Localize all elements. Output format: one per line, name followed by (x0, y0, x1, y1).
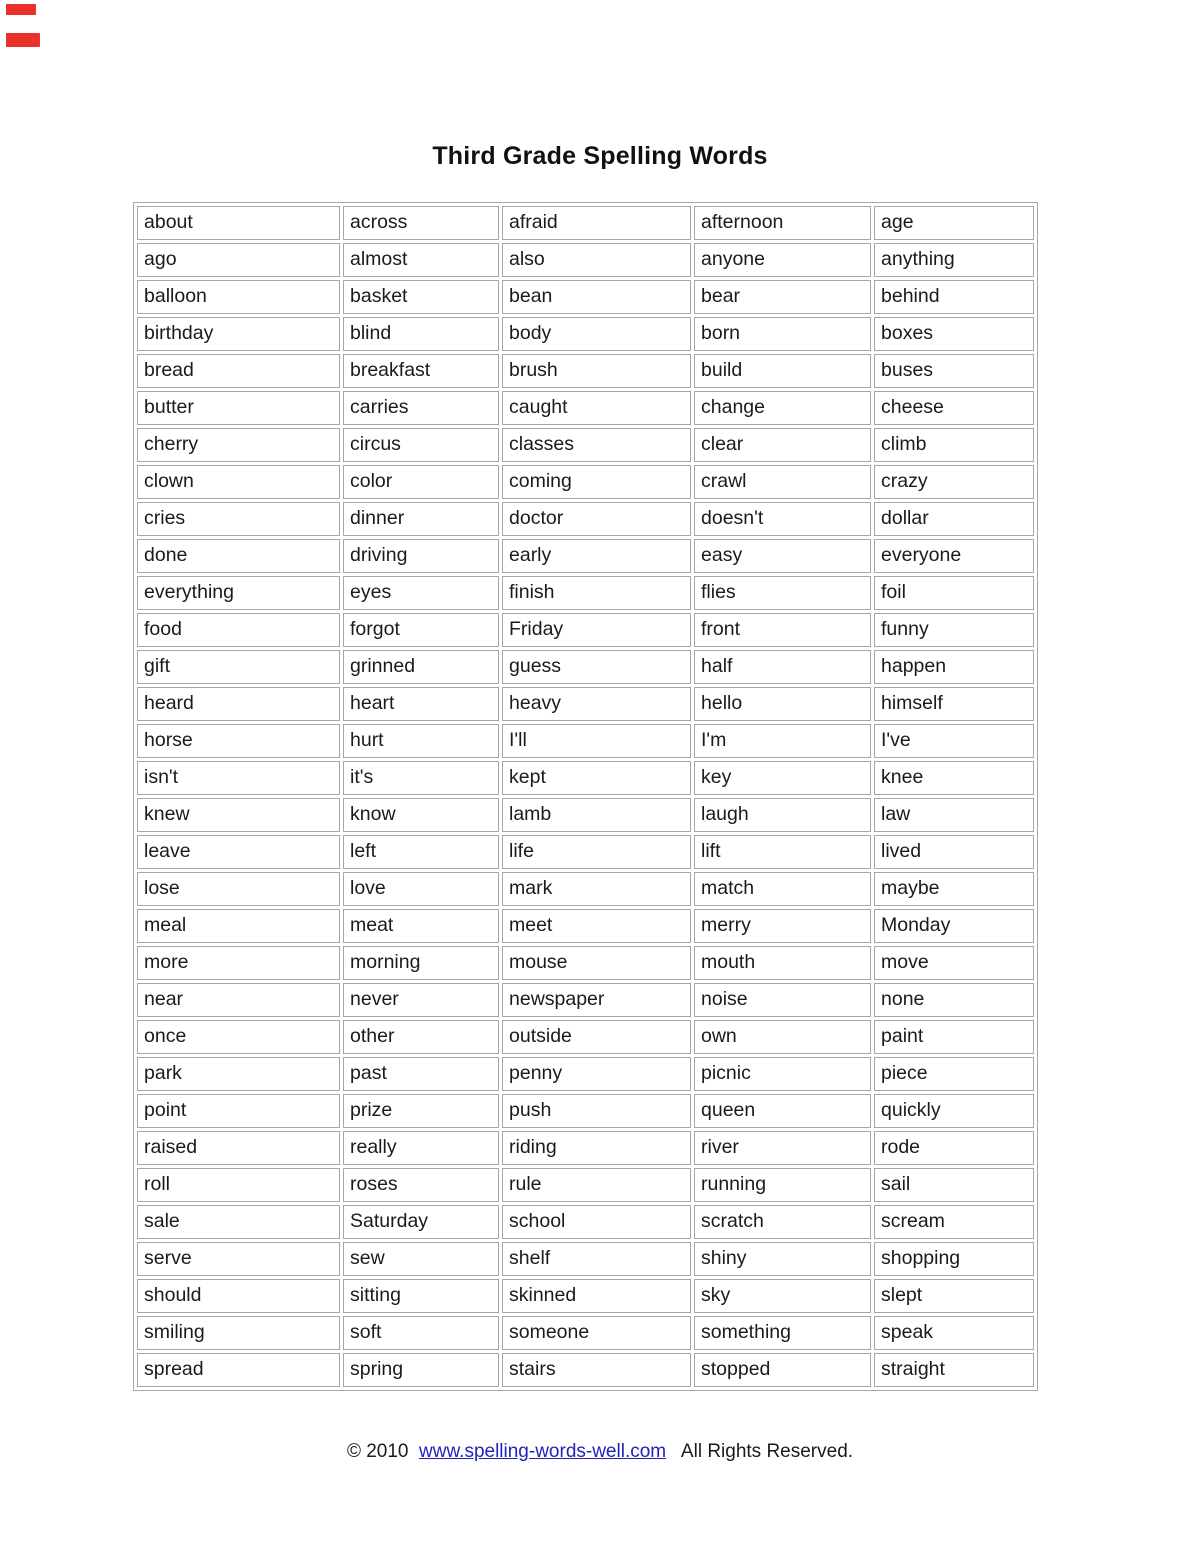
word-cell: past (343, 1057, 499, 1091)
word-cell: front (694, 613, 871, 647)
word-cell: stairs (502, 1353, 691, 1387)
word-cell: sew (343, 1242, 499, 1276)
word-cell: lamb (502, 798, 691, 832)
word-cell: climb (874, 428, 1034, 462)
table-row (137, 1279, 1034, 1313)
word-cell: straight (874, 1353, 1034, 1387)
word-cell: mouth (694, 946, 871, 980)
word-cell: coming (502, 465, 691, 499)
page-title: Third Grade Spelling Words (432, 142, 768, 170)
word-cell: driving (343, 539, 499, 573)
word-cell: almost (343, 243, 499, 277)
table-row (137, 1168, 1034, 1202)
word-cell: horse (137, 724, 340, 758)
word-cell: lose (137, 872, 340, 906)
word-cell: maybe (874, 872, 1034, 906)
word-cell: afraid (502, 206, 691, 240)
word-cell: bread (137, 354, 340, 388)
word-cell: crawl (694, 465, 871, 499)
word-cell: knee (874, 761, 1034, 795)
word-cell: kept (502, 761, 691, 795)
word-cell: birthday (137, 317, 340, 351)
word-cell: guess (502, 650, 691, 684)
word-cell: everyone (874, 539, 1034, 573)
word-cell: boxes (874, 317, 1034, 351)
word-cell: doctor (502, 502, 691, 536)
spelling-words-table (133, 202, 1038, 1391)
word-cell: near (137, 983, 340, 1017)
word-cell: easy (694, 539, 871, 573)
table-row (137, 354, 1034, 388)
word-cell: slept (874, 1279, 1034, 1313)
word-cell: I'm (694, 724, 871, 758)
word-cell: I'll (502, 724, 691, 758)
table-row (137, 243, 1034, 277)
footer (0, 1391, 1200, 1463)
red-pen-mark-icon (6, 4, 36, 15)
word-cell: sale (137, 1205, 340, 1239)
word-cell: doesn't (694, 502, 871, 536)
table-row (137, 1131, 1034, 1165)
word-cell: gift (137, 650, 340, 684)
word-cell: left (343, 835, 499, 869)
word-cell: something (694, 1316, 871, 1350)
word-cell: happen (874, 650, 1034, 684)
table-row (137, 835, 1034, 869)
word-cell: behind (874, 280, 1034, 314)
table-row (137, 1316, 1034, 1350)
word-cell: change (694, 391, 871, 425)
word-cell: leave (137, 835, 340, 869)
word-cell: foil (874, 576, 1034, 610)
word-cell: age (874, 206, 1034, 240)
word-cell: meet (502, 909, 691, 943)
word-cell: sail (874, 1168, 1034, 1202)
word-cell: know (343, 798, 499, 832)
word-cell: hello (694, 687, 871, 721)
table-row (137, 391, 1034, 425)
word-cell: morning (343, 946, 499, 980)
word-cell: clown (137, 465, 340, 499)
word-cell: body (502, 317, 691, 351)
word-cell: outside (502, 1020, 691, 1054)
word-cell: speak (874, 1316, 1034, 1350)
word-cell: stopped (694, 1353, 871, 1387)
word-cell: serve (137, 1242, 340, 1276)
word-cell: love (343, 872, 499, 906)
table-row (137, 1020, 1034, 1054)
word-cell: park (137, 1057, 340, 1091)
word-cell: shiny (694, 1242, 871, 1276)
word-cell: Monday (874, 909, 1034, 943)
table-row (137, 280, 1034, 314)
table-row (137, 613, 1034, 647)
word-cell: ago (137, 243, 340, 277)
word-cell: point (137, 1094, 340, 1128)
word-cell: carries (343, 391, 499, 425)
word-cell: about (137, 206, 340, 240)
rights-text: All Rights Reserved. (680, 1441, 854, 1462)
table-row (137, 909, 1034, 943)
word-cell: once (137, 1020, 340, 1054)
table-row (137, 206, 1034, 240)
word-cell: cries (137, 502, 340, 536)
word-cell: forgot (343, 613, 499, 647)
red-pen-mark-icon (6, 33, 40, 47)
word-cell: laugh (694, 798, 871, 832)
word-cell: dinner (343, 502, 499, 536)
word-cell: picnic (694, 1057, 871, 1091)
word-cell: caught (502, 391, 691, 425)
word-cell: also (502, 243, 691, 277)
word-cell: noise (694, 983, 871, 1017)
word-cell: buses (874, 354, 1034, 388)
word-cell: quickly (874, 1094, 1034, 1128)
word-cell: bear (694, 280, 871, 314)
word-cell: everything (137, 576, 340, 610)
word-cell: Friday (502, 613, 691, 647)
word-cell: anyone (694, 243, 871, 277)
table-row (137, 724, 1034, 758)
word-cell: food (137, 613, 340, 647)
table-row (137, 1094, 1034, 1128)
word-cell: law (874, 798, 1034, 832)
word-cell: mark (502, 872, 691, 906)
word-cell: bean (502, 280, 691, 314)
word-cell: scratch (694, 1205, 871, 1239)
word-cell: raised (137, 1131, 340, 1165)
word-cell: other (343, 1020, 499, 1054)
word-cell: never (343, 983, 499, 1017)
word-cell: should (137, 1279, 340, 1313)
word-cell: basket (343, 280, 499, 314)
word-cell: sitting (343, 1279, 499, 1313)
word-cell: river (694, 1131, 871, 1165)
word-cell: heavy (502, 687, 691, 721)
word-cell: circus (343, 428, 499, 462)
word-cell: knew (137, 798, 340, 832)
table-row (137, 1057, 1034, 1091)
word-cell: move (874, 946, 1034, 980)
word-cell: afternoon (694, 206, 871, 240)
word-cell: color (343, 465, 499, 499)
word-cell: grinned (343, 650, 499, 684)
word-cell: running (694, 1168, 871, 1202)
word-cell: breakfast (343, 354, 499, 388)
table-row (137, 946, 1034, 980)
word-cell: dollar (874, 502, 1034, 536)
word-cell: prize (343, 1094, 499, 1128)
word-cell: lift (694, 835, 871, 869)
word-cell: it's (343, 761, 499, 795)
word-cell: hurt (343, 724, 499, 758)
word-cell: none (874, 983, 1034, 1017)
word-cell: spread (137, 1353, 340, 1387)
word-cell: cheese (874, 391, 1034, 425)
word-cell: sky (694, 1279, 871, 1313)
word-cell: rode (874, 1131, 1034, 1165)
word-cell: himself (874, 687, 1034, 721)
word-cell: own (694, 1020, 871, 1054)
table-row (137, 465, 1034, 499)
word-cell: mouse (502, 946, 691, 980)
table-row (137, 798, 1034, 832)
word-cell: shopping (874, 1242, 1034, 1276)
footer-spacer (666, 1441, 681, 1462)
word-cell: roll (137, 1168, 340, 1202)
word-cell: flies (694, 576, 871, 610)
word-cell: done (137, 539, 340, 573)
word-cell: merry (694, 909, 871, 943)
word-cell: shelf (502, 1242, 691, 1276)
word-cell: finish (502, 576, 691, 610)
word-cell: born (694, 317, 871, 351)
word-cell: smiling (137, 1316, 340, 1350)
word-cell: soft (343, 1316, 499, 1350)
word-cell: crazy (874, 465, 1034, 499)
word-cell: rule (502, 1168, 691, 1202)
word-cell: key (694, 761, 871, 795)
word-cell: blind (343, 317, 499, 351)
word-cell: I've (874, 724, 1034, 758)
word-cell: skinned (502, 1279, 691, 1313)
word-cell: heart (343, 687, 499, 721)
word-cell: roses (343, 1168, 499, 1202)
red-pen-marks (6, 4, 40, 47)
table-body (137, 206, 1034, 1387)
word-cell: school (502, 1205, 691, 1239)
table-row (137, 872, 1034, 906)
table-row (137, 428, 1034, 462)
table-row (137, 317, 1034, 351)
table-row (137, 983, 1034, 1017)
word-cell: match (694, 872, 871, 906)
word-cell: butter (137, 391, 340, 425)
word-cell: across (343, 206, 499, 240)
word-cell: someone (502, 1316, 691, 1350)
word-cell: balloon (137, 280, 340, 314)
word-cell: newspaper (502, 983, 691, 1017)
word-cell: paint (874, 1020, 1034, 1054)
table-row (137, 502, 1034, 536)
word-cell: anything (874, 243, 1034, 277)
word-cell: clear (694, 428, 871, 462)
word-cell: riding (502, 1131, 691, 1165)
word-cell: scream (874, 1205, 1034, 1239)
word-cell: penny (502, 1057, 691, 1091)
word-cell: classes (502, 428, 691, 462)
copyright-text: © 2010 (346, 1441, 409, 1462)
word-cell: push (502, 1094, 691, 1128)
table-row (137, 761, 1034, 795)
table-row (137, 576, 1034, 610)
word-cell: half (694, 650, 871, 684)
website-link[interactable]: www.spelling-words-well.com (419, 1441, 667, 1462)
word-cell: piece (874, 1057, 1034, 1091)
word-cell: funny (874, 613, 1034, 647)
word-cell: really (343, 1131, 499, 1165)
table-row (137, 650, 1034, 684)
table-row (137, 1205, 1034, 1239)
word-cell: lived (874, 835, 1034, 869)
word-cell: build (694, 354, 871, 388)
word-cell: cherry (137, 428, 340, 462)
word-cell: Saturday (343, 1205, 499, 1239)
table-row (137, 1353, 1034, 1387)
footer-spacer (408, 1441, 419, 1462)
word-cell: queen (694, 1094, 871, 1128)
table-row (137, 539, 1034, 573)
table-row (137, 1242, 1034, 1276)
word-cell: meal (137, 909, 340, 943)
word-cell: early (502, 539, 691, 573)
word-cell: life (502, 835, 691, 869)
word-cell: eyes (343, 576, 499, 610)
word-cell: meat (343, 909, 499, 943)
word-cell: isn't (137, 761, 340, 795)
word-cell: more (137, 946, 340, 980)
word-cell: brush (502, 354, 691, 388)
table-row (137, 687, 1034, 721)
word-cell: spring (343, 1353, 499, 1387)
word-cell: heard (137, 687, 340, 721)
